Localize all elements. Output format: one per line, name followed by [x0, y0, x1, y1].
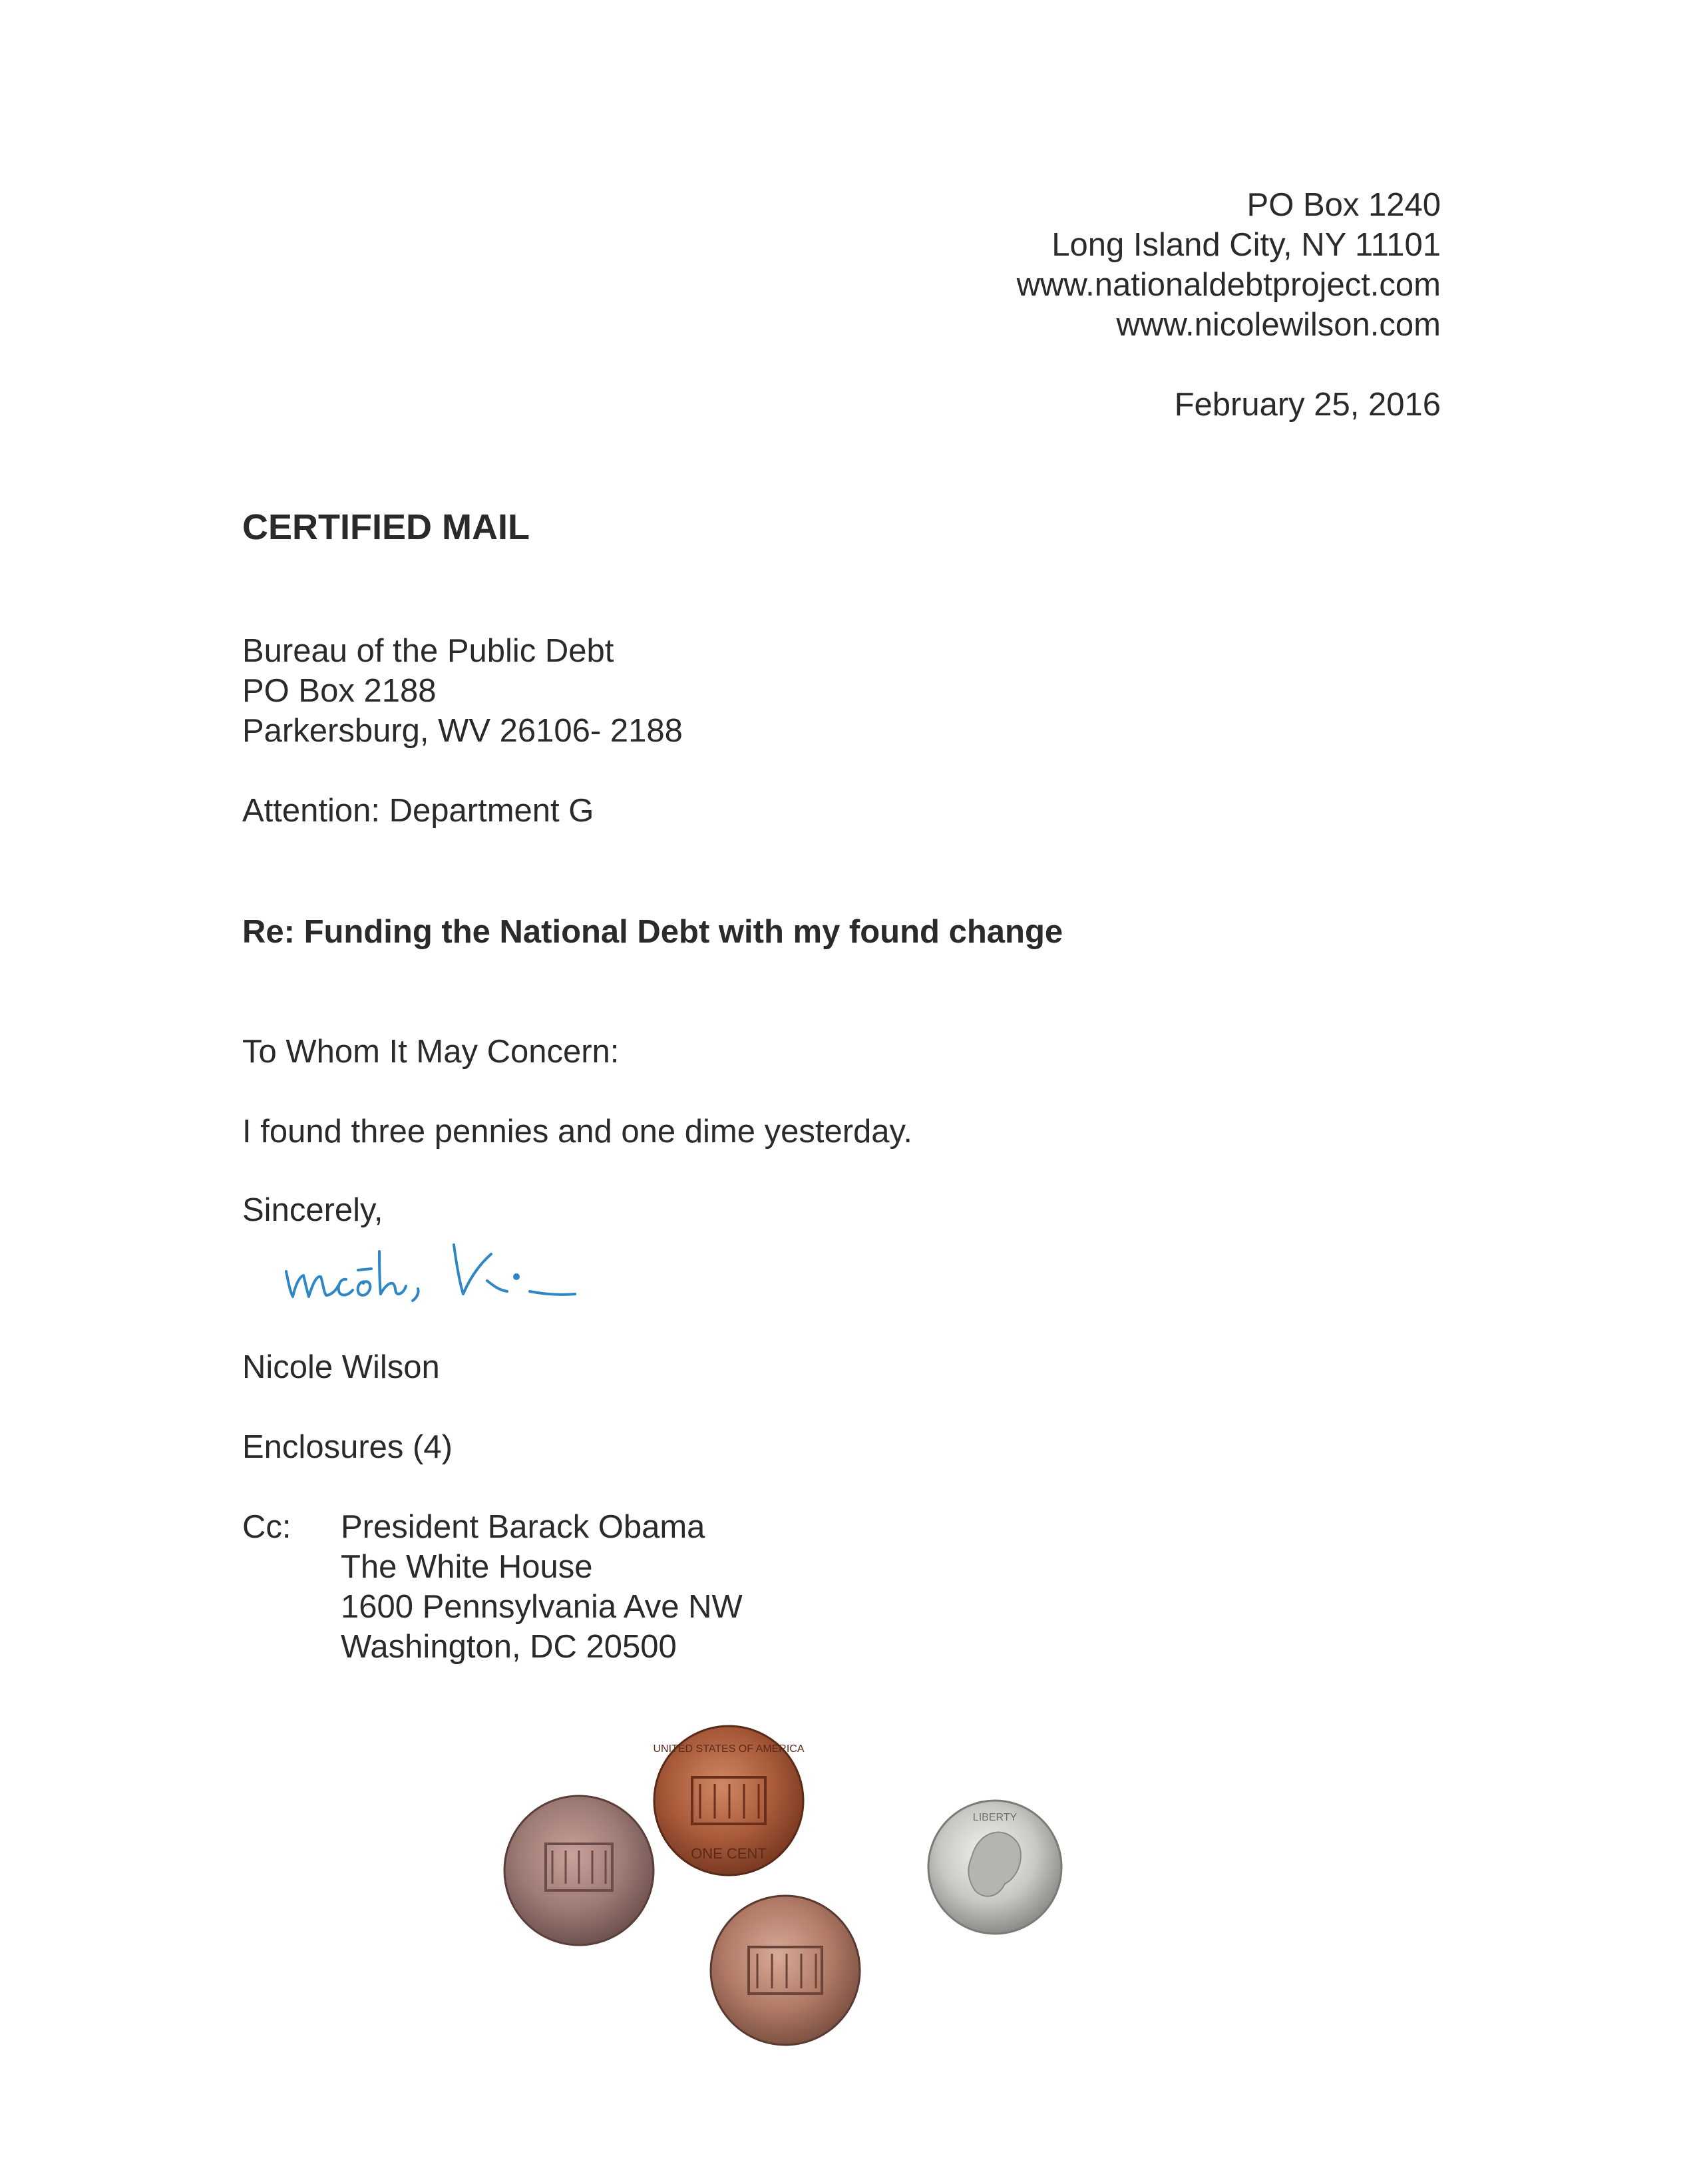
salutation: To Whom It May Concern: [242, 1034, 620, 1070]
penny-top [654, 1726, 805, 1875]
signer-name: Nicole Wilson [242, 1349, 440, 1385]
cc-label: Cc: [242, 1509, 291, 1545]
enclosures-note: Enclosures (4) [242, 1429, 453, 1465]
recipient-address-line2: Parkersburg, WV 26106- 2188 [242, 713, 683, 749]
sender-website-link-2[interactable]: www.nicolewilson.com [1116, 307, 1441, 343]
letter-body: I found three pennies and one dime yesterday. [242, 1114, 912, 1150]
dime-text: LIBERTY [972, 1812, 1018, 1823]
cc-address-line2: 1600 Pennsylvania Ave NW [341, 1589, 743, 1625]
penny-bottom [711, 1896, 860, 2045]
recipient-name: Bureau of the Public Debt [242, 633, 614, 669]
enclosed-coins [492, 1704, 1091, 2077]
cc-name: President Barack Obama [341, 1509, 705, 1545]
subject-line: Re: Funding the National Debt with my found change [242, 914, 1063, 950]
penny-left [504, 1796, 654, 1945]
dime [928, 1801, 1061, 1934]
letter-date: February 25, 2016 [1174, 387, 1441, 423]
recipient-address-line1: PO Box 2188 [242, 673, 437, 709]
sender-address-line1: PO Box 1240 [1246, 187, 1441, 223]
cc-address-line1: The White House [341, 1549, 593, 1585]
cc-address-line3: Washington, DC 20500 [341, 1629, 677, 1665]
handwritten-signature [280, 1225, 679, 1318]
sender-address-line2: Long Island City, NY 11101 [1051, 227, 1441, 263]
certified-mail-heading: CERTIFIED MAIL [242, 507, 530, 547]
penny-text-top: UNITED STATES OF AMERICA [653, 1743, 805, 1755]
sender-website-link[interactable]: www.nationaldebtproject.com [1016, 267, 1441, 303]
closing: Sincerely, [242, 1192, 383, 1228]
attention-line: Attention: Department G [242, 793, 594, 829]
penny-text-bottom: ONE CENT [691, 1845, 767, 1862]
